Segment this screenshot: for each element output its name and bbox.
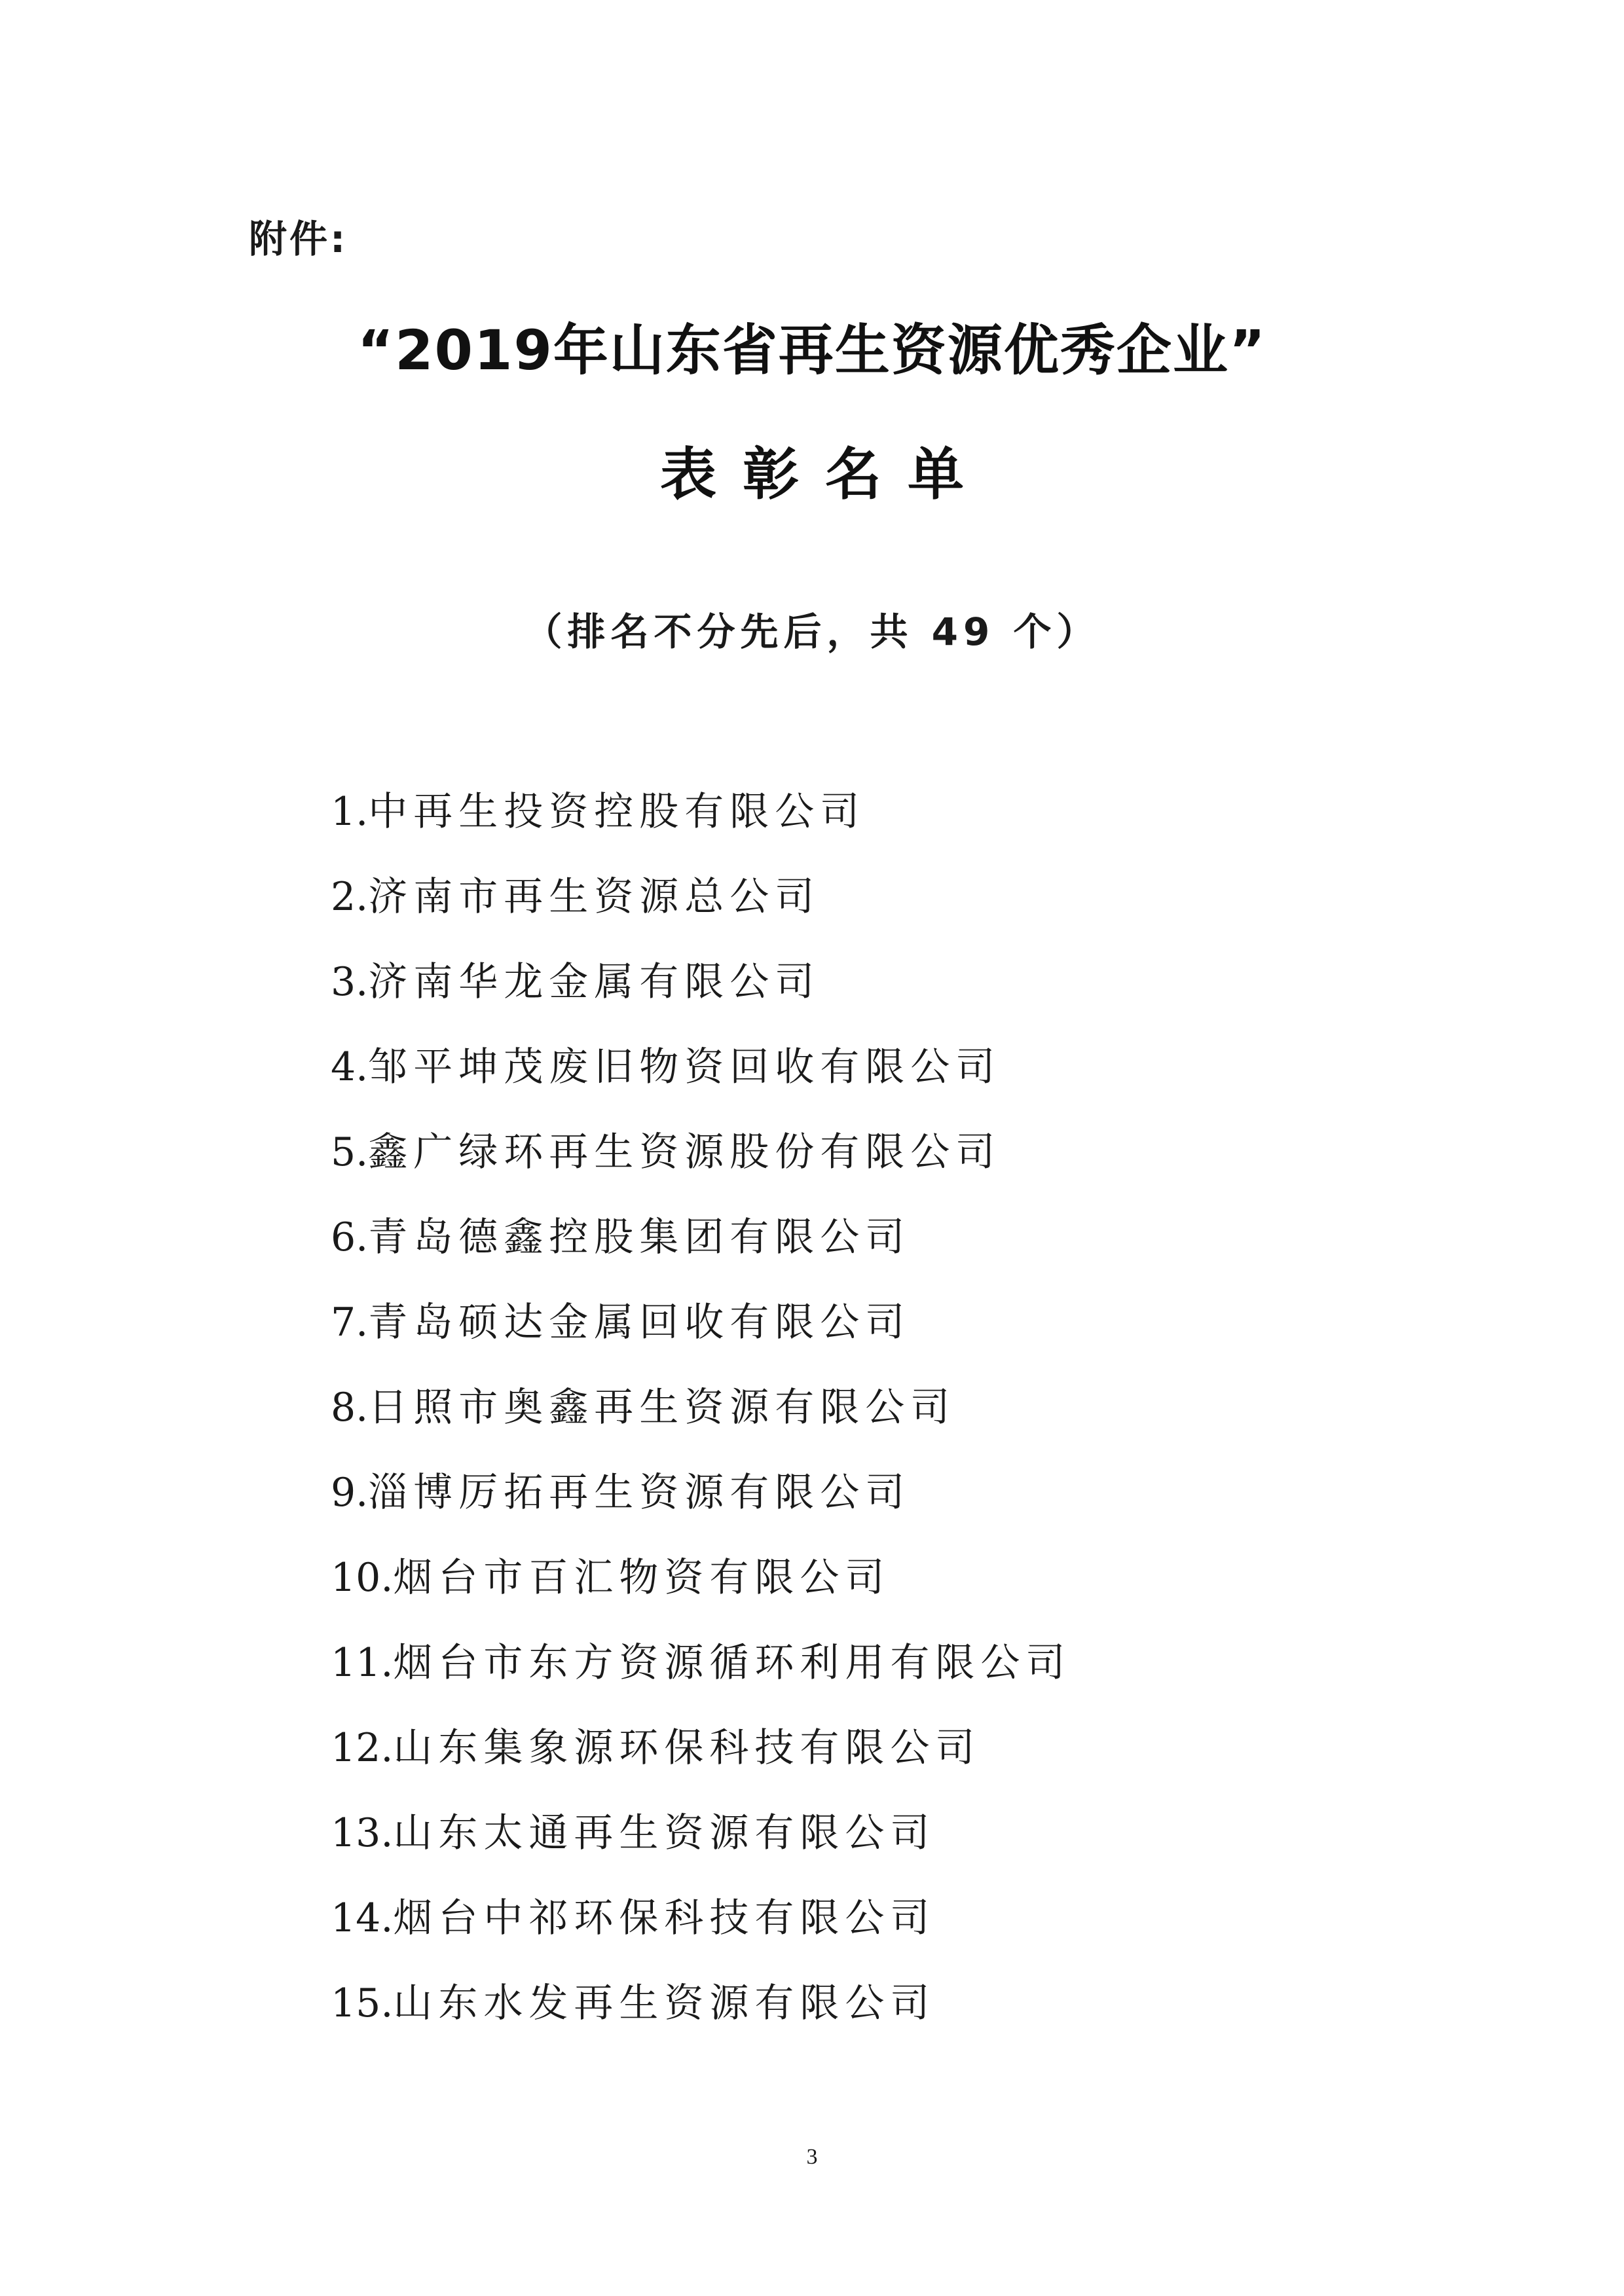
list-item [331,1620,1071,1705]
list-item [331,1705,1071,1791]
document-title-line2: 表彰名单 [660,442,990,507]
company-name: 山东水发再生资源有限公司 [393,1980,936,2026]
company-name: 青岛硕达金属回收有限公司 [368,1300,911,1345]
company-name: 淄博厉拓再生资源有限公司 [368,1470,911,1516]
list-item [331,1791,1071,1876]
company-name: 济南华龙金属有限公司 [368,959,821,1005]
attachment-label: 附件: [249,217,348,261]
item-number: 7. [331,1300,369,1345]
company-name: 中再生投资控股有限公司 [368,789,866,835]
item-number: 8. [331,1385,369,1430]
list-item [331,1195,1071,1280]
item-number: 9. [331,1470,369,1516]
list-item [331,769,1071,854]
company-name: 烟台市百汇物资有限公司 [393,1555,891,1601]
item-number: 5. [331,1129,369,1175]
item-number: 4. [331,1044,369,1090]
document-title: “2019年山东省再生资源优秀企业” [357,318,1267,382]
company-name: 鑫广绿环再生资源股份有限公司 [368,1129,1001,1175]
page-number: 3 [806,2145,818,2169]
company-name: 济南市再生资源总公司 [368,874,821,920]
list-item [331,1450,1071,1535]
company-list [331,769,1071,2046]
list-item [331,1110,1071,1195]
list-item [331,854,1071,939]
list-item [331,1535,1071,1620]
item-number: 2. [331,874,369,920]
item-number: 10. [331,1555,394,1601]
list-item [331,1025,1071,1110]
company-name: 山东集象源环保科技有限公司 [393,1725,981,1771]
list-item [331,1365,1071,1450]
list-item [331,1876,1071,1961]
company-name: 烟台市东方资源循环利用有限公司 [393,1640,1071,1686]
item-number: 12. [331,1725,394,1771]
document-subtitle: （排名不分先后，共 49 个） [524,610,1100,654]
list-item [331,1280,1071,1365]
item-number: 14. [331,1895,394,1941]
company-name: 日照市奥鑫再生资源有限公司 [368,1385,956,1430]
company-name: 青岛德鑫控股集团有限公司 [368,1214,911,1260]
item-number: 15. [331,1980,394,2026]
list-item [331,939,1071,1025]
item-number: 1. [331,789,369,835]
company-name: 山东太通再生资源有限公司 [393,1810,936,1856]
item-number: 6. [331,1214,369,1260]
item-number: 11. [331,1640,394,1686]
item-number: 13. [331,1810,394,1856]
company-name: 烟台中祁环保科技有限公司 [393,1895,936,1941]
list-item [331,1961,1071,2046]
item-number: 3. [331,959,369,1005]
company-name: 邹平坤茂废旧物资回收有限公司 [368,1044,1001,1090]
